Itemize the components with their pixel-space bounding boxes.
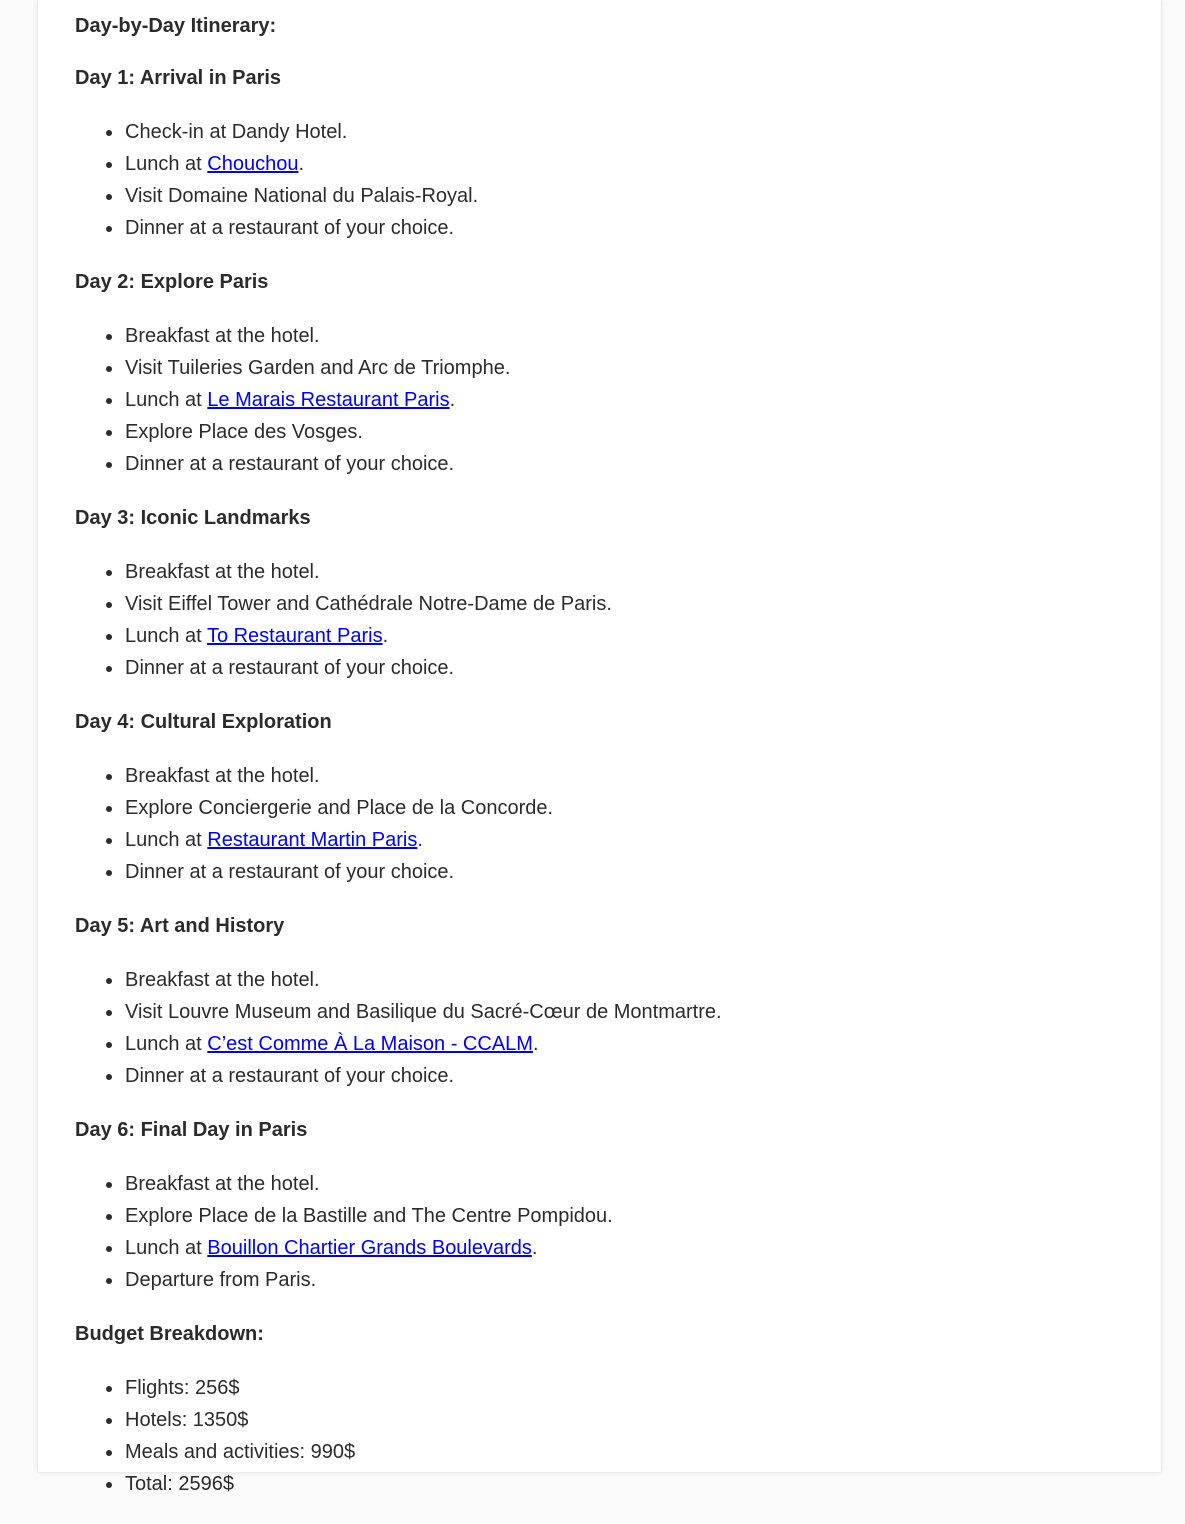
itinerary-content — [75, 12, 1115, 1524]
list-item: Breakfast at the hotel. — [125, 964, 1115, 996]
list-item: Dinner at a restaurant of your choice. — [125, 652, 1115, 684]
list-item: Check-in at Dandy Hotel. — [125, 116, 1115, 148]
restaurant-link-ccalm[interactable]: C’est Comme À La Maison - CCALM — [207, 1033, 533, 1055]
day-2-section — [75, 268, 1115, 480]
day-6-list — [75, 1168, 1115, 1296]
budget-section — [75, 1320, 1115, 1500]
day-title: Day 3: Iconic Landmarks — [75, 507, 311, 529]
day-title: Day 4: Cultural Exploration — [75, 711, 332, 733]
day-2-list — [75, 320, 1115, 480]
budget-list — [75, 1372, 1115, 1500]
list-item: Lunch at C’est Comme À La Maison - CCALM. — [125, 1028, 1115, 1060]
document-page — [38, 0, 1161, 1495]
list-item: Explore Place des Vosges. — [125, 416, 1115, 448]
budget-item-meals: Meals and activities: 990$ — [125, 1436, 1115, 1468]
day-title: Day 1: Arrival in Paris — [75, 67, 282, 89]
list-item: Lunch at Le Marais Restaurant Paris. — [125, 384, 1115, 416]
day-3-section — [75, 504, 1115, 684]
restaurant-link-to-restaurant[interactable]: To Restaurant Paris — [206, 625, 383, 647]
budget-item-flights: Flights: 256$ — [125, 1372, 1115, 1404]
day-3-list — [75, 556, 1115, 684]
list-item: Breakfast at the hotel. — [125, 760, 1115, 792]
list-item: Dinner at a restaurant of your choice. — [125, 448, 1115, 480]
day-5-list — [75, 964, 1115, 1092]
budget-item-total: Total: 2596$ — [125, 1468, 1115, 1500]
list-item: Dinner at a restaurant of your choice. — [125, 856, 1115, 888]
list-item: Visit Louvre Museum and Basilique du Sacré-Cœur de Montmartre. — [125, 996, 1115, 1028]
list-item: Explore Place de la Bastille and The Centre Pompidou. — [125, 1200, 1115, 1232]
day-title: Day 2: Explore Paris — [75, 271, 269, 293]
budget-title: Budget Breakdown: — [75, 1323, 264, 1345]
itinerary-heading: Day-by-Day Itinerary: — [75, 15, 277, 37]
restaurant-link-martin[interactable]: Restaurant Martin Paris — [207, 829, 418, 851]
day-5-section — [75, 912, 1115, 1092]
day-4-section — [75, 708, 1115, 888]
list-item: Breakfast at the hotel. — [125, 556, 1115, 588]
list-item: Lunch at Chouchou. — [125, 148, 1115, 180]
list-item: Lunch at Restaurant Martin Paris. — [125, 824, 1115, 856]
list-item: Dinner at a restaurant of your choice. — [125, 1060, 1115, 1092]
list-item: Departure from Paris. — [125, 1264, 1115, 1296]
day-title: Day 6: Final Day in Paris — [75, 1119, 308, 1141]
list-item: Breakfast at the hotel. — [125, 320, 1115, 352]
list-item: Explore Conciergerie and Place de la Concorde. — [125, 792, 1115, 824]
day-4-list — [75, 760, 1115, 888]
list-item: Visit Domaine National du Palais-Royal. — [125, 180, 1115, 212]
budget-item-hotels: Hotels: 1350$ — [125, 1404, 1115, 1436]
day-1-list — [75, 116, 1115, 244]
day-title: Day 5: Art and History — [75, 915, 285, 937]
restaurant-link-le-marais[interactable]: Le Marais Restaurant Paris — [207, 389, 450, 411]
list-item: Visit Eiffel Tower and Cathédrale Notre-Dame de Paris. — [125, 588, 1115, 620]
list-item: Visit Tuileries Garden and Arc de Triomphe. — [125, 352, 1115, 384]
day-1-section — [75, 64, 1115, 244]
list-item: Breakfast at the hotel. — [125, 1168, 1115, 1200]
restaurant-link-bouillon-chartier[interactable]: Bouillon Chartier Grands Boulevards — [207, 1237, 532, 1259]
list-item: Lunch at To Restaurant Paris. — [125, 620, 1115, 652]
list-item: Lunch at Bouillon Chartier Grands Boulevards. — [125, 1232, 1115, 1264]
list-item: Dinner at a restaurant of your choice. — [125, 212, 1115, 244]
restaurant-link-chouchou[interactable]: Chouchou — [207, 153, 299, 175]
day-6-section — [75, 1116, 1115, 1296]
